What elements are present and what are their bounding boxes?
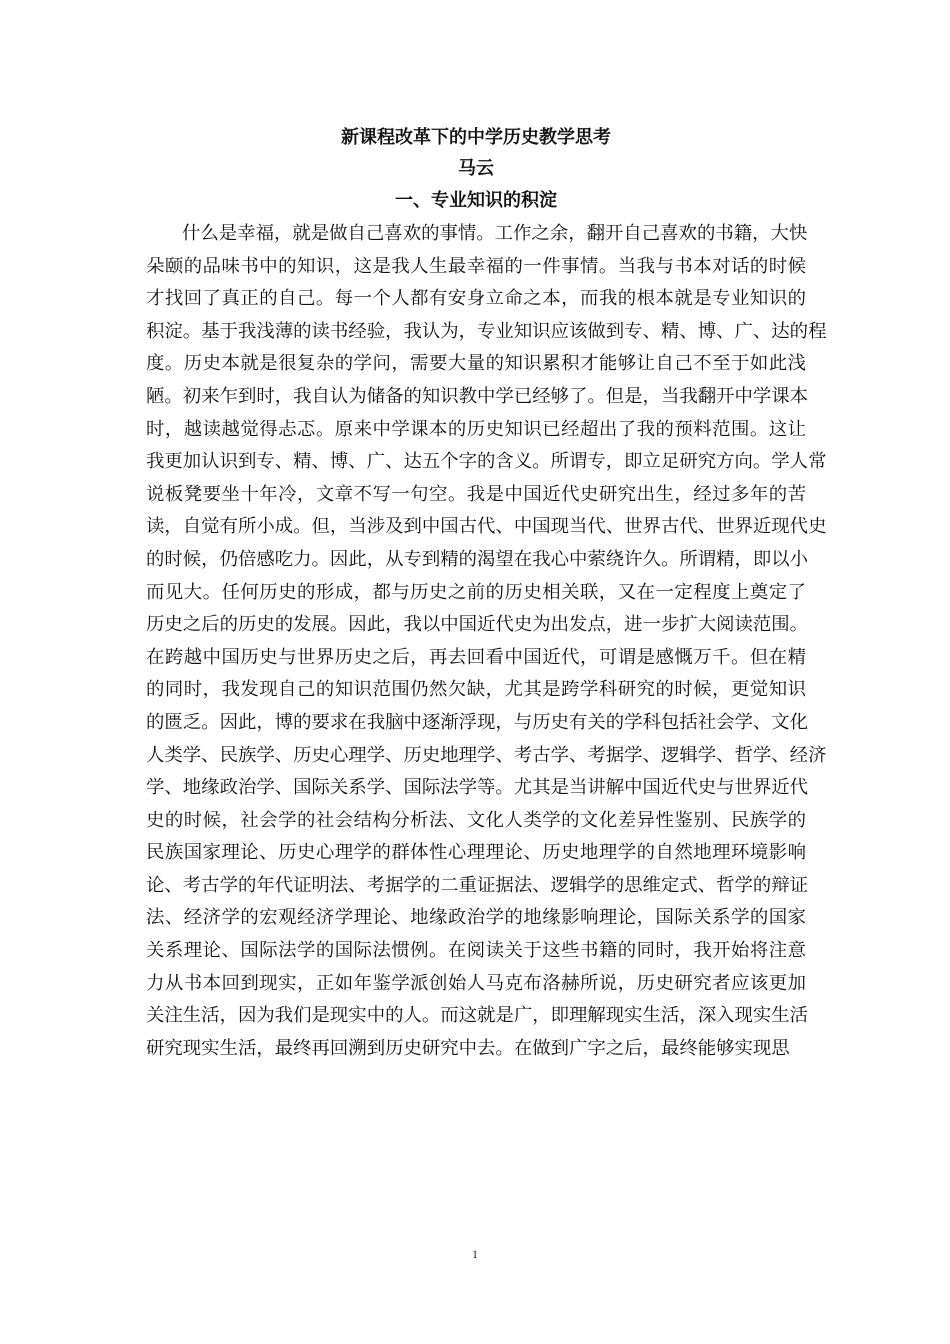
paragraph-line: 陋。初来乍到时，我自认为储备的知识教中学已经够了。但是，当我翻开中学课本 [146,385,809,407]
paragraph-line: 什么是幸福，就是做自己喜欢的事情。工作之余，翻开自己喜欢的书籍，大快 [182,223,808,244]
paragraph-line: 说板凳要坐十年冷，文章不写一句空。我是中国近代史研究出生，经过多年的苦 [146,483,806,505]
paragraph-line: 学、地缘政治学、国际关系学、国际法学等。尤其是当讲解中国近代史与世界近代 [146,777,809,799]
paragraph-line: 时，越读越觉得忐忑。原来中学课本的历史知识已经超出了我的预料范围。这让 [146,418,806,440]
paragraph-line: 人类学、民族学、历史心理学、历史地理学、考古学、考据学、逻辑学、哲学、经济 [146,744,827,766]
paragraph-line: 度。历史本就是很复杂的学问，需要大量的知识累积才能够让自己不至于如此浅 [146,353,806,375]
paragraph-line: 力从书本回到现实，正如年鉴学派创始人马克布洛赫所说，历史研究者应该更加 [146,972,806,994]
section-heading: 一、专业知识的积淀 [395,190,557,211]
paragraph-line: 才找回了真正的自己。每一个人都有安身立命之本，而我的根本就是专业知识的 [146,288,806,310]
paragraph-line: 而见大。任何历史的形成，都与历史之前的历史相关联，又在一定程度上奠定了 [146,581,806,603]
paragraph-line: 的匮乏。因此，博的要求在我脑中逐渐浮现，与历史有关的学科包括社会学、文化 [146,711,809,733]
paragraph-line: 关系理论、国际法学的国际法惯例。在阅读关于这些书籍的同时，我开始将注意 [146,940,806,962]
paragraph-line: 的时候，仍倍感吃力。因此，从专到精的渴望在我心中萦绕许久。所谓精，即以小 [146,548,809,570]
body-paragraph [146,218,827,1065]
paragraph-line: 朵颐的品味书中的知识，这是我人生最幸福的一件事情。当我与书本对话的时候 [146,255,806,277]
document-title: 新课程改革下的中学历史教学思考 [341,127,611,148]
paragraph-line: 法、经济学的宏观经济学理论、地缘政治学的地缘影响理论，国际关系学的国家 [146,907,806,929]
paragraph-line: 我更加认识到专、精、博、广、达五个字的含义。所谓专，即立足研究方向。学人常 [146,451,827,473]
document-author: 马云 [458,158,494,179]
paragraph-line: 论、考古学的年代证明法、考据学的二重证据法、逻辑学的思维定式、哲学的辩证 [146,874,809,896]
paragraph-line: 读，自觉有所小成。但，当涉及到中国古代、中国现当代、世界古代、世界近现代史 [146,516,827,538]
paragraph-line: 研究现实生活，最终再回溯到历史研究中去。在做到广字之后，最终能够实现思 [146,1037,790,1059]
paragraph-line: 史的时候，社会学的社会结构分析法、文化人类学的文化差异性鉴别、民族学的 [146,809,806,831]
page-number: 1 [472,1247,478,1261]
paragraph-line: 的同时，我发现自己的知识范围仍然欠缺，尤其是跨学科研究的时候，更觉知识 [146,679,806,701]
paragraph-line: 在跨越中国历史与世界历史之后，再去回看中国近代，可谓是感慨万千。但在精 [146,646,806,668]
paragraph-line: 积淀。基于我浅薄的读书经验，我认为，专业知识应该做到专、精、博、广、达的程 [146,320,827,342]
page-content [146,122,827,1065]
paragraph-line: 关注生活，因为我们是现实中的人。而这就是广，即理解现实生活，深入现实生活 [146,1005,809,1027]
paragraph-line: 民族国家理论、历史心理学的群体性心理理论、历史地理学的自然地理环境影响 [146,842,806,864]
paragraph-line: 历史之后的历史的发展。因此，我以中国近代史为出发点，进一步扩大阅读范围。 [146,614,809,636]
